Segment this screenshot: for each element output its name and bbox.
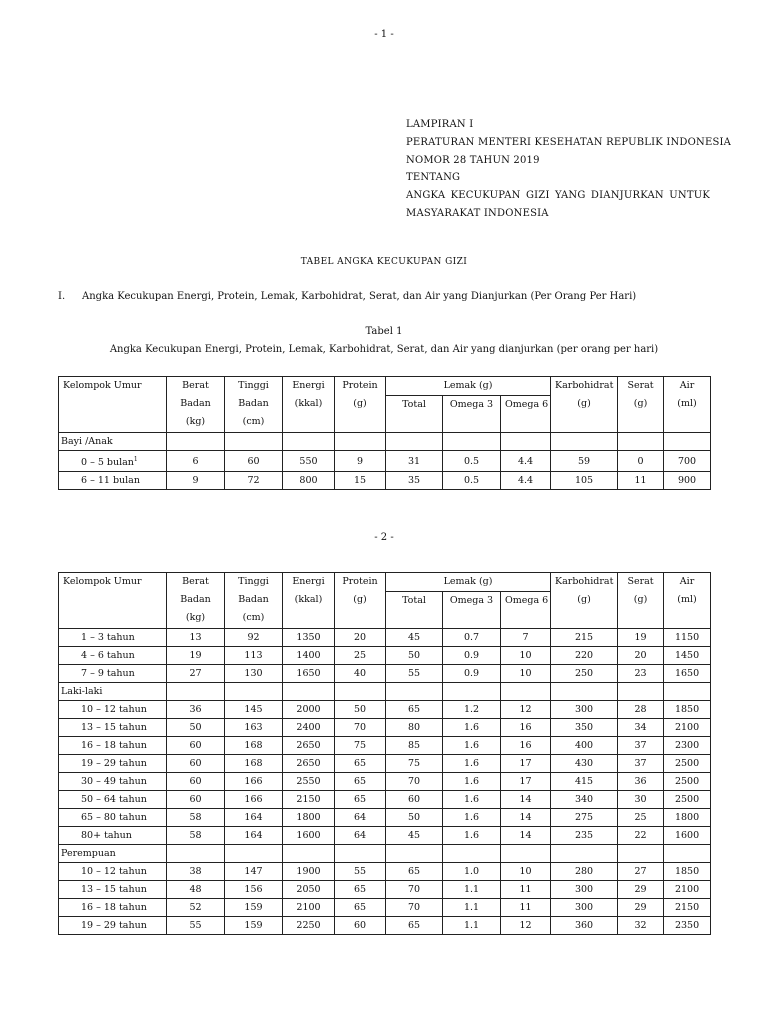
table-cell: 29: [618, 899, 664, 917]
table-cell: 65: [386, 701, 443, 719]
table-cell: 300: [551, 899, 618, 917]
table-cell: 1.0: [443, 863, 501, 881]
table-cell: 0.7: [443, 629, 501, 647]
table-cell: 1600: [283, 827, 335, 845]
section-title: Angka Kecukupan Energi, Protein, Lemak, Karbohidrat, Serat, dan Air yang Dianjurkan (Per Orang Per Hari): [82, 291, 637, 302]
col-header-lemak: Lemak (g): [386, 573, 551, 592]
table-cell: 159: [225, 917, 283, 935]
col-header-protein: Protein (g): [335, 377, 386, 433]
table-cell: 2150: [283, 791, 335, 809]
table-cell: 28: [618, 701, 664, 719]
col-header-air: Air (ml): [664, 377, 711, 433]
table-cell: 64: [335, 809, 386, 827]
table-cell: 1.6: [443, 827, 501, 845]
table-cell: 17: [501, 773, 551, 791]
table-cell: 1800: [283, 809, 335, 827]
table-cell: 14: [501, 791, 551, 809]
table-cell: 13: [167, 629, 225, 647]
table-cell: 30: [618, 791, 664, 809]
table-cell: 147: [225, 863, 283, 881]
col-header-omega3: Omega 3: [443, 592, 501, 629]
table-cell: 1.6: [443, 719, 501, 737]
table-cell: 55: [167, 917, 225, 935]
table-cell: 415: [551, 773, 618, 791]
table-cell: 36: [618, 773, 664, 791]
table-cell: 48: [167, 881, 225, 899]
table-cell: 145: [225, 701, 283, 719]
table-cell: 2650: [283, 755, 335, 773]
table-row: [59, 827, 711, 845]
table-cell: 2100: [664, 719, 711, 737]
table-cell: 12: [501, 701, 551, 719]
table-cell: 1.1: [443, 899, 501, 917]
row-label: 80+ tahun: [59, 827, 167, 845]
col-header-serat: Serat (g): [618, 573, 664, 629]
table-cell: 1600: [664, 827, 711, 845]
table-row: [59, 917, 711, 935]
table-row: [59, 701, 711, 719]
table-cell: 16: [501, 719, 551, 737]
table-cell: 113: [225, 647, 283, 665]
table-main-title: TABEL ANGKA KECUKUPAN GIZI: [300, 257, 468, 267]
table-header-row: [59, 573, 711, 592]
table-cell: 163: [225, 719, 283, 737]
table-cell: 58: [167, 827, 225, 845]
col-header-energi: Energi (kkal): [283, 573, 335, 629]
row-label: 13 – 15 tahun: [59, 719, 167, 737]
col-header-berat-badan: Berat Badan (kg): [167, 573, 225, 629]
table-cell: 65: [335, 755, 386, 773]
table-cell: 2100: [664, 881, 711, 899]
row-label: 50 – 64 tahun: [59, 791, 167, 809]
table-cell: 1850: [664, 863, 711, 881]
table-cell: 0.9: [443, 665, 501, 683]
table-cell: 1350: [283, 629, 335, 647]
table-cell: 10: [501, 863, 551, 881]
table-cell: 1.2: [443, 701, 501, 719]
page-number: - 1 -: [374, 29, 394, 40]
table-cell: 1450: [664, 647, 711, 665]
table-cell: 350: [551, 719, 618, 737]
lampiran-line: PERATURAN MENTERI KESEHATAN REPUBLIK INDONESIA: [406, 136, 732, 148]
col-header-air: Air (ml): [664, 573, 711, 629]
table-cell: 1400: [283, 647, 335, 665]
table-cell: 2500: [664, 773, 711, 791]
table-row: [59, 629, 711, 647]
table-row: [59, 863, 711, 881]
table-row: 6 – 11 bulan 9 72 800 15 35 0.5 4.4 105 11 900: [59, 472, 711, 490]
lampiran-line: TENTANG: [406, 172, 461, 184]
col-header-omega6: Omega 6: [501, 396, 551, 433]
group-row: [59, 845, 711, 863]
lampiran-line: MASYARAKAT INDONESIA: [406, 207, 549, 219]
table-cell: 60: [167, 737, 225, 755]
section-number: I.: [58, 291, 66, 302]
table-cell: 12: [501, 917, 551, 935]
group-row: [59, 683, 711, 701]
table-cell: 50: [386, 647, 443, 665]
table-cell: 2000: [283, 701, 335, 719]
table-cell: 65: [386, 917, 443, 935]
table-cell: 60: [167, 773, 225, 791]
table-row: [59, 719, 711, 737]
row-label: 0 – 5 bulan$^1$: [59, 451, 167, 472]
col-header-protein: Protein (g): [335, 573, 386, 629]
table-cell: 14: [501, 827, 551, 845]
table-cell: 360: [551, 917, 618, 935]
group-label: Bayi /Anak: [59, 433, 167, 451]
table-cell: 1.6: [443, 809, 501, 827]
row-label: 6 – 11 bulan: [59, 472, 167, 490]
table-cell: 1.1: [443, 881, 501, 899]
table-cell: 1.6: [443, 791, 501, 809]
table-cell: 14: [501, 809, 551, 827]
col-header-karbohidrat: Karbohidrat (g): [551, 573, 618, 629]
table-cell: 430: [551, 755, 618, 773]
table-cell: 2150: [664, 899, 711, 917]
table-cell: 50: [167, 719, 225, 737]
table-cell: 19: [618, 629, 664, 647]
col-header-omega3: Omega 3: [443, 396, 501, 433]
col-header-kelompok-umur: Kelompok Umur: [59, 573, 167, 629]
table-cell: 1.1: [443, 917, 501, 935]
table-cell: 65: [335, 881, 386, 899]
row-label: 13 – 15 tahun: [59, 881, 167, 899]
table-cell: 2300: [664, 737, 711, 755]
table-cell: 2100: [283, 899, 335, 917]
table-row: [59, 899, 711, 917]
col-header-lemak: Lemak (g): [386, 377, 551, 396]
table-cell: 1150: [664, 629, 711, 647]
table-cell: 55: [386, 665, 443, 683]
table-cell: 70: [335, 719, 386, 737]
table-cell: 220: [551, 647, 618, 665]
table-cell: 45: [386, 827, 443, 845]
table-caption-text: Angka Kecukupan Energi, Protein, Lemak, Karbohidrat, Serat, dan Air yang dianjurkan (per orang per hari): [109, 344, 659, 355]
table-cell: 1650: [664, 665, 711, 683]
table-cell: 17: [501, 755, 551, 773]
table-cell: 29: [618, 881, 664, 899]
table-cell: 2550: [283, 773, 335, 791]
table-cell: 16: [501, 737, 551, 755]
table-cell: 10: [501, 647, 551, 665]
table-cell: 166: [225, 791, 283, 809]
table-cell: 25: [335, 647, 386, 665]
table-cell: 2350: [664, 917, 711, 935]
table-cell: 215: [551, 629, 618, 647]
table-cell: 38: [167, 863, 225, 881]
table-cell: 1850: [664, 701, 711, 719]
table-cell: 168: [225, 755, 283, 773]
table-cell: 32: [618, 917, 664, 935]
table-row: [59, 665, 711, 683]
table-cell: 168: [225, 737, 283, 755]
col-header-omega6: Omega 6: [501, 592, 551, 629]
table-cell: 2500: [664, 755, 711, 773]
table-cell: 300: [551, 701, 618, 719]
table-cell: 11: [501, 881, 551, 899]
col-header-tinggi-badan: Tinggi Badan (cm): [225, 377, 283, 433]
section-heading: [58, 291, 636, 302]
table-cell: 1.6: [443, 755, 501, 773]
table-cell: 1.6: [443, 737, 501, 755]
table-cell: 65: [335, 791, 386, 809]
row-label: 1 – 3 tahun: [59, 629, 167, 647]
page-number: - 2 -: [374, 532, 394, 543]
group-row: [59, 433, 711, 451]
row-label: 16 – 18 tahun: [59, 737, 167, 755]
col-header-karbohidrat: Karbohidrat (g): [551, 377, 618, 433]
table-cell: 45: [386, 629, 443, 647]
table-cell: 75: [386, 755, 443, 773]
table-cell: 159: [225, 899, 283, 917]
table-cell: 80: [386, 719, 443, 737]
table-cell: 40: [335, 665, 386, 683]
table-cell: 50: [386, 809, 443, 827]
table-cell: 27: [618, 863, 664, 881]
table-cell: 20: [335, 629, 386, 647]
row-label: 19 – 29 tahun: [59, 917, 167, 935]
table-cell: 50: [335, 701, 386, 719]
nutrition-table-2: [58, 572, 711, 935]
col-header-kelompok-umur: Kelompok Umur: [59, 377, 167, 433]
table-row: [59, 809, 711, 827]
table-cell: 10: [501, 665, 551, 683]
table-cell: 60: [386, 791, 443, 809]
table-cell: 20: [618, 647, 664, 665]
table-cell: 23: [618, 665, 664, 683]
row-label: 30 – 49 tahun: [59, 773, 167, 791]
table-cell: 19: [167, 647, 225, 665]
table-cell: 60: [167, 755, 225, 773]
table-cell: 11: [501, 899, 551, 917]
col-header-serat: Serat (g): [618, 377, 664, 433]
table-cell: 65: [386, 863, 443, 881]
table-cell: 58: [167, 809, 225, 827]
table-cell: 1.6: [443, 773, 501, 791]
table-row: 0 – 5 bulan$^1$ 6 60 550 9 31 0.5 4.4 59 0 700: [59, 451, 711, 472]
row-label: 65 – 80 tahun: [59, 809, 167, 827]
table-cell: 25: [618, 809, 664, 827]
row-label: 4 – 6 tahun: [59, 647, 167, 665]
table-cell: 400: [551, 737, 618, 755]
table-cell: 2250: [283, 917, 335, 935]
table-cell: 85: [386, 737, 443, 755]
col-header-tinggi-badan: Tinggi Badan (cm): [225, 573, 283, 629]
row-label: 10 – 12 tahun: [59, 701, 167, 719]
table-cell: 2050: [283, 881, 335, 899]
table-cell: 1650: [283, 665, 335, 683]
table-cell: 1900: [283, 863, 335, 881]
row-label: 19 – 29 tahun: [59, 755, 167, 773]
table-cell: 235: [551, 827, 618, 845]
table-row: [59, 647, 711, 665]
group-label: Laki-laki: [59, 683, 167, 701]
table-row: [59, 791, 711, 809]
table-cell: 36: [167, 701, 225, 719]
table-cell: 340: [551, 791, 618, 809]
table-row: [59, 737, 711, 755]
row-label: 10 – 12 tahun: [59, 863, 167, 881]
table-cell: 2650: [283, 737, 335, 755]
table-cell: 64: [335, 827, 386, 845]
table-cell: 60: [335, 917, 386, 935]
table-cell: 164: [225, 827, 283, 845]
table-row: [59, 755, 711, 773]
table-cell: 70: [386, 773, 443, 791]
table-cell: 280: [551, 863, 618, 881]
table-cell: 92: [225, 629, 283, 647]
lampiran-line: LAMPIRAN I: [406, 119, 474, 130]
table-header-row: [59, 377, 711, 396]
table-cell: 34: [618, 719, 664, 737]
table-cell: 275: [551, 809, 618, 827]
nutrition-table-1: [58, 376, 711, 490]
table-cell: 1800: [664, 809, 711, 827]
row-label: 16 – 18 tahun: [59, 899, 167, 917]
col-header-total: Total: [386, 592, 443, 629]
col-header-total: Total: [386, 396, 443, 433]
table-cell: 70: [386, 899, 443, 917]
table-cell: 60: [167, 791, 225, 809]
table-cell: 55: [335, 863, 386, 881]
table-cell: 250: [551, 665, 618, 683]
table-cell: 52: [167, 899, 225, 917]
col-header-berat-badan: Berat Badan (kg): [167, 377, 225, 433]
table-cell: 37: [618, 755, 664, 773]
group-label: Perempuan: [59, 845, 167, 863]
table-cell: 65: [335, 899, 386, 917]
lampiran-line: NOMOR 28 TAHUN 2019: [406, 154, 540, 166]
table-cell: 2400: [283, 719, 335, 737]
table-cell: 7: [501, 629, 551, 647]
table-cell: 300: [551, 881, 618, 899]
table-row: [59, 773, 711, 791]
table-cell: 164: [225, 809, 283, 827]
col-header-energi: Energi (kkal): [283, 377, 335, 433]
table-caption-label: Tabel 1: [365, 326, 403, 337]
table-cell: 22: [618, 827, 664, 845]
table-cell: 37: [618, 737, 664, 755]
table-row: [59, 881, 711, 899]
lampiran-header: [406, 116, 732, 223]
table-cell: 75: [335, 737, 386, 755]
table-cell: 166: [225, 773, 283, 791]
table-cell: 156: [225, 881, 283, 899]
table-cell: 0.9: [443, 647, 501, 665]
table-cell: 2500: [664, 791, 711, 809]
table-cell: 70: [386, 881, 443, 899]
table-cell: 130: [225, 665, 283, 683]
table-cell: 65: [335, 773, 386, 791]
row-label: 7 – 9 tahun: [59, 665, 167, 683]
lampiran-line: ANGKA KECUKUPAN GIZI YANG DIANJURKAN UNTUK: [406, 190, 710, 202]
table-cell: 27: [167, 665, 225, 683]
